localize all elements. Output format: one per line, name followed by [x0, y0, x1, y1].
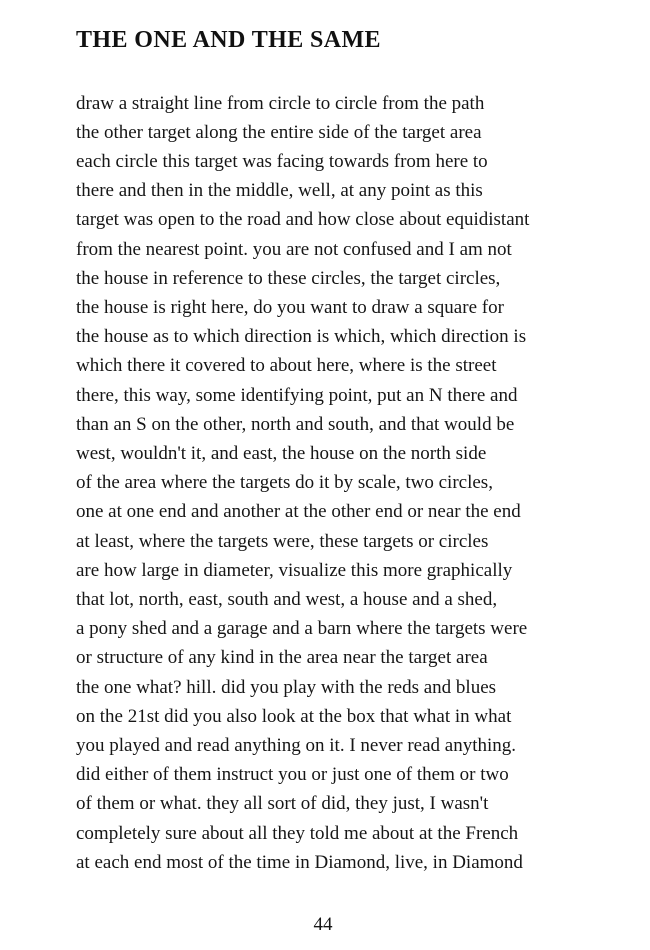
page-number: 44 — [313, 914, 333, 935]
poem-line: the other target along the entire side of the target area — [76, 121, 482, 143]
poem-line: the house is right here, do you want to draw a square for — [76, 297, 504, 319]
poem-line: there, this way, some identifying point, put an N there and — [76, 384, 518, 406]
poem-line: on the 21st did you also look at the box that what in what — [76, 705, 512, 727]
poem-line: each circle this target was facing towards from here to — [76, 151, 488, 172]
poem-line: at each end most of the time in Diamond, live, in Diamond — [76, 851, 523, 873]
poem-line: than an S on the other, north and south, and that would be — [76, 413, 515, 435]
poem-line: the house in reference to these circles, the target circles, — [76, 267, 501, 289]
poem-line: the house as to which direction is which, which direction is — [76, 326, 527, 348]
poem-line: west, wouldn't it, and east, the house on the north side — [76, 443, 487, 465]
poem-line: of the area where the targets do it by scale, two circles, — [76, 472, 493, 494]
poem-line: the one what? hill. did you play with the reds and blues — [76, 676, 497, 698]
poem-line: draw a straight line from circle to circle from the path — [76, 92, 485, 114]
poem-line: are how large in diameter, visualize this more graphically — [76, 559, 513, 581]
poem-line: of them or what. they all sort of did, they just, I wasn't — [76, 793, 489, 815]
poem-line: target was open to the road and how close about equidistant — [76, 209, 530, 231]
page-title: THE ONE AND THE SAME — [76, 27, 381, 53]
poem-line: or structure of any kind in the area near the target area — [76, 647, 488, 669]
poem-line: one at one end and another at the other end or near the end — [76, 501, 521, 523]
poem-line: at least, where the targets were, these targets or circles — [76, 530, 489, 552]
poem-line: a pony shed and a garage and a barn where the targets were — [76, 618, 528, 640]
poem-line: did either of them instruct you or just one of them or two — [76, 764, 509, 786]
poem-line: which there it covered to about here, where is the street — [76, 355, 497, 377]
poem-line: completely sure about all they told me about at the French — [76, 822, 519, 844]
poem-line: that lot, north, east, south and west, a house and a shed, — [76, 589, 498, 611]
poem-line: there and then in the middle, well, at any point as this — [76, 180, 483, 202]
poem-line: from the nearest point. you are not confused and I am not — [76, 238, 512, 260]
poem-line: you played and read anything on it. I never read anything. — [76, 735, 517, 757]
poem-body — [76, 89, 574, 877]
